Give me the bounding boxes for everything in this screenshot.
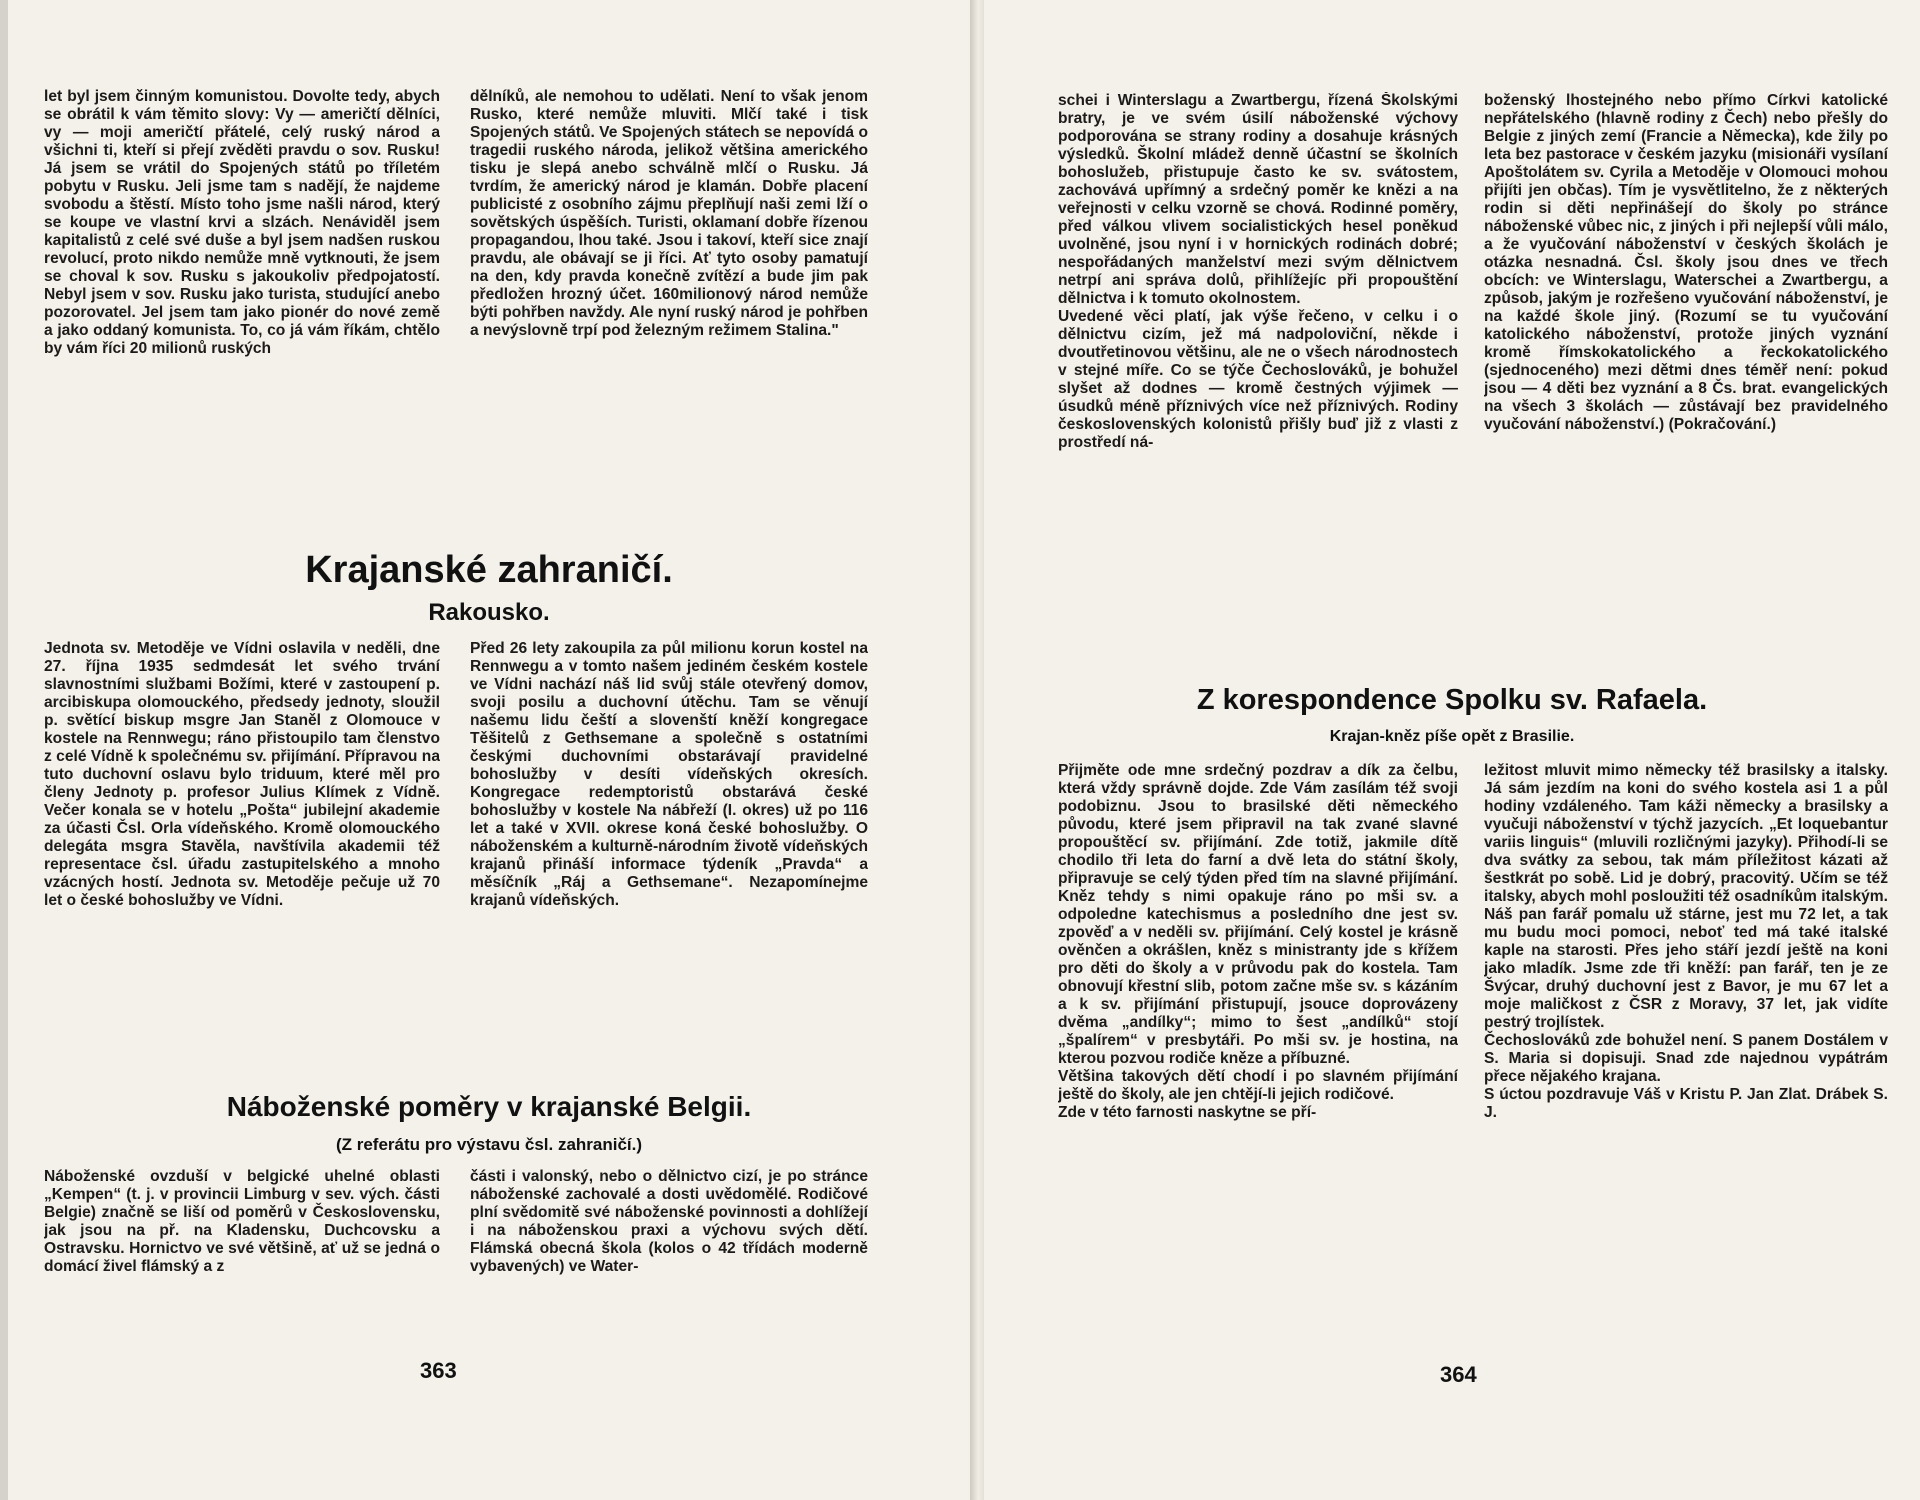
paragraph: Před 26 lety zakoupila za půl milionu korun kostel na Rennwegu a v tomto našem jediném českém kostele ve Vídni nachází náš lid svůj stále otevřený domov, svoji posilu a duchovní útěchu. Tam se věnují našemu lidu čeští a slovenští kněží kongregace Těšitelů z Gethsemane a společně s ostatními českými duchovními obstarávají pravidelné bohoslužby v desíti vídeňských okresích. Kongregace redemptoristů obstarává české bohoslužby v kostele Na nábřeží (I. okres) už po 116 let a také v XVII. okrese koná české bohoslužby. O náboženském a kulturně-národním životě vídeňských krajanů přináší informace týdeník „Pravda“ a měsíčník „Ráj a Gethsemane“. Nezapomínejme krajanů vídeňských. [470, 640, 868, 909]
paragraph: dělníků, ale nemohou to udělati. Není to však jenom Rusko, které nemůže mluviti. Mlčí také i tisk Spojených států. Ve Spojených státech se nepovídá o tragedii ruského národa, jelikož většina amerického tisku je slepá anebo schválně mlčí o Rusku. Já tvrdím, že americký národ je klamán. Dobře placení publicisté z osobního zájmu přeplňují naši zemi lží o sovětských úspěších. Turisti, oklamaní dobře řízenou propagandou, lhou také. Jsou i takoví, kteří sice znají pravdu, ale obávají se ji říci. Ať tyto osoby pamatují na den, kdy pravda konečně zvítězí a bude jim pak předložen hrozný účet. 160milionový národ nemůže býti pohřben navždy. Ale nyní ruský národ je pohřben a nevýslovně trpí pod železným režimem Stalina." [470, 88, 868, 339]
paragraph: schei i Winterslagu a Zwartbergu, řízená Školskými bratry, je ve svém úsilí náboženské výchovy podporována se strany rodiny a dosahuje krásných výsledků. Školní mládež denně účastní se školních bohoslužeb, přistupuje často ke sv. svátostem, zachovává upřímný a srdečný poměr ke knězi a na veřejnosti v celku vzorně se chová. Rodinné poměry, před válkou vlivem socialistických hesel poněkud uvolněné, jsou nyní i v hornických rodinách dobré; nespořádaných manželství mezi svým dělnictvem netrpí ani správa dolů, přihlížejíc při propouštění dělnictva i k tomuto okolnostem. Uvedené věci platí, jak výše řečeno, v celku i o dělnictvu cizím, jež má nadpoloviční, někde i dvoutřetinovou většinu, ale ne o všech národnostech v stejné míře. Co se týče Čechoslováků, je bohužel slyšet až dodnes — kromě čestných výjimek — úsudků méně příznivých více než příznivých. Rodiny československých kolonistů přišly buď již z vlasti z prostředí ná- [1058, 92, 1458, 451]
paragraph: Přijměte ode mne srdečný pozdrav a dík za čelbu, která vždy správně dojde. Zde Vám zasílám též svoji podobiznu. Jsou to brasilské děti německého původu, které jsem připravil na tak zvané slavné propouštěcí sv. přijímání. Zde totiž, jakmile dítě chodilo tři leta do farní a dvě leta do státní školy, připravuje se celý týden před tím na slavné přijímání. Kněz tehdy s nimi opakuje ráno po mši sv. a odpoledne katechismus a posledního dne jest sv. zpověď a v neděli sv. přijímání. Celý kostel je krásně ověnčen a okrášlen, kněz s ministranty jde s křížem pro děti do školy a v průvodu pak do kostela. Tam obnovují křestní slib, potom začne mše sv. s kázáním a k sv. přijímání přistupují, jsouce doprovázeny dvěma „andílky“; mimo to šest „andílků“ stojí „špalírem“ v presbytáři. Po mši sv. je hostina, na kterou pozvou rodiče kněze a příbuzné. Většina takových dětí chodí i po slavném přijímání ještě do školy, ale jen chtějí-li jejich rodičové. Zde v této farnosti naskytne se pří- [1058, 762, 1458, 1121]
article-text-column [44, 640, 440, 1078]
article-text-column [1058, 92, 1458, 652]
section-title: Krajanské zahraničí. [305, 549, 673, 591]
section-title: Z korespondence Spolku sv. Rafaela. [1196, 684, 1708, 716]
page-363 [8, 0, 970, 1500]
paragraph: části i valonský, nebo o dělnictvo cizí, je po stránce náboženské zachovalé a dosti uvědomělé. Rodičové plní svědomitě své náboženské povinnosti a dohlížejí i na náboženskou praxi a výchovu svých dětí. Flámská obecná škola (kolos o 42 třídách moderně vybavených) ve Water- [470, 1168, 868, 1275]
page-364 [984, 0, 1920, 1500]
paragraph: let byl jsem činným komunistou. Dovolte tedy, abych se obrátil k vám těmito slovy: Vy — američtí dělníci, vy — moji američtí přátelé, celý ruský národ a všichni ti, kteří si přejí zvěděti pravdu o sov. Rusku! Já jsem se vrátil do Spojených států po tříletém pobytu v Rusku. Jeli jsme tam s nadějí, že najdeme svobodu a štěstí. Místo toho jsme našli národ, který se koupe ve vlastní krvi a slzách. Nenáviděl jsem kapitalistů z celé své duše a byl jsem nadšen ruskou revolucí, proto nikdo nemůže mně vytknouti, že jsem se choval k sov. Rusku s jakoukoliv předpojatostí. Nebyl jsem v sov. Rusku jako turista, studující anebo pozorovatel. Jel jsem tam jako pionér do nové země a jako oddaný komunista. To, co já vám říkám, chtělo by vám říci 20 milionů ruských [44, 88, 440, 357]
paragraph [44, 640, 440, 910]
section-title: Náboženské poměry v krajanské Belgii. [226, 1091, 752, 1122]
article-text-column [1058, 762, 1458, 1338]
section-subtitle: Krajan-kněz píše opět z Brasilie. [1329, 728, 1575, 745]
paragraph: Náboženské ovzduší v belgické uhelné oblasti „Kempen“ (t. j. v provincii Limburg v sev. vých. části Belgie) značně se liší od poměrů v Československu, jak jsou na př. na Kladensku, Duchcovsku a Ostravsku. Hornictvo ve své většině, ať už se jedná o domácí živel flámský a z [44, 1168, 440, 1275]
article-text-column [44, 1168, 440, 1308]
section-subtitle: (Z referátu pro výstavu čsl. zahraničí.) [335, 1135, 643, 1154]
article-text-column [470, 640, 868, 1060]
article-text-column [470, 88, 868, 508]
article-text-column [1484, 762, 1888, 1322]
scan-edge [0, 0, 8, 1500]
paragraph-body: oslavila v neděli, dne 27. října 1935 sedmdesát let svého trvání slavnostními službami Božími, které v zastoupení p. arcibiskupa olomouckého, předsedy jednoty, sloužil p. světící biskup msgre Jan Staněl z Olomouce v kostele na Rennwegu; ráno přistoupilo tam členstvo z celé Vídně k společnému sv. přijímání. Přípravou na tuto duchovní oslavu bylo triduum, které měl pro členy Jednoty p. profesor Julius Klímek z Vídně. Večer konala se v hotelu „Pošta“ jubilejní akademie za účasti Čsl. Orla vídeňského. Kromě olomouckého delegáta msgra Stavěla, navštívila akademii též representace čsl. úřadu zastupitelského a mnoho vzácných hostí. Jednota sv. Metoděje pečuje už 70 let o české bohoslužby ve Vídni. [44, 640, 440, 909]
book-gutter [970, 0, 984, 1500]
page-number: 363 [420, 1358, 457, 1383]
article-text-column [470, 1168, 868, 1308]
paragraph: ležitost mluvit mimo německy též brasilsky a italsky. Já sám jezdím na koni do svého kostela asi 1 a půl hodiny vzdáleného. Tam káži německy a brasilsky a vyučuji náboženství v týchž jazycích. „Et loquebantur variis linguis“ (mluvili rozličnými jazyky). Přihodí-li se dva svátky za sebou, tak mám příležitost kázati až šestkrát po sobě. Lid je dobrý, pracovitý. Učím se též italsky, abych mohl posloužiti též osadníkům italským. Náš pan farář pomalu už stárne, jest mu 72 let, a tak mu budu moci pomoci, neboť ted má také italské kaple na starosti. Přes jeho stáří jezdí ještě na koni jako mladík. Jsme zde tři kněží: pan farář, ten je ze Švýcar, druhý duchovní jest z Bavor, je mu 67 let a moje maličkost z ČSR z Moravy, 37 let, jak vidíte pestrý trojlístek. Čechoslováků zde bohužel není. S panem Dostálem v S. Maria si dopisuji. Snad zde najednou vypátrám přece nějakého krajana. S úctou pozdravuje Váš v Kristu P. Jan Zlat. Drábek S. J. [1484, 762, 1888, 1121]
article-text-column [44, 88, 440, 524]
article-text-column [1484, 92, 1888, 652]
paragraph-lead: Jednota sv. Metoděje ve Vídni [44, 640, 273, 657]
paragraph: boženský lhostejného nebo přímo Církvi katolické nepřátelského (hlavně rodiny z Čech) nebo přešly do Belgie z jiných zemí (Francie a Německa), kde žily po leta bez pastorace v českém jazyku (misionáři vysílaní Apoštolátem sv. Cyrila a Metoděje v Olomouci mohou přijíti jen občas). Tím je vysvětlitelno, že z některých rodin si děti nepřinášejí do školy po stránce náboženské vůbec nic, z jiných i při nejlepší vůli málo, a že vyučování náboženství v českých školách je otázka nesnadná. Čsl. školy jsou dnes ve třech obcích: ve Winterslagu, Waterschei a Zwartbergu, a způsob, jakým je rozřešeno vyučování náboženství, je na každé škole jiný. (Rozumí se tu vyučování katolického náboženství, protože jiných vyznání kromě římskokatolického a řeckokatolického (sjednoceného) mezi dětmi dnes téměř není: pokud jsou — 4 děti bez vyznání a 8 Čs. brat. evangelických na všech 3 školách — zůstávají bez pravidelného vyučování náboženství.) (Pokračování.) [1484, 92, 1888, 433]
page-number: 364 [1440, 1362, 1477, 1387]
section-subtitle: Rakousko. [428, 599, 550, 626]
